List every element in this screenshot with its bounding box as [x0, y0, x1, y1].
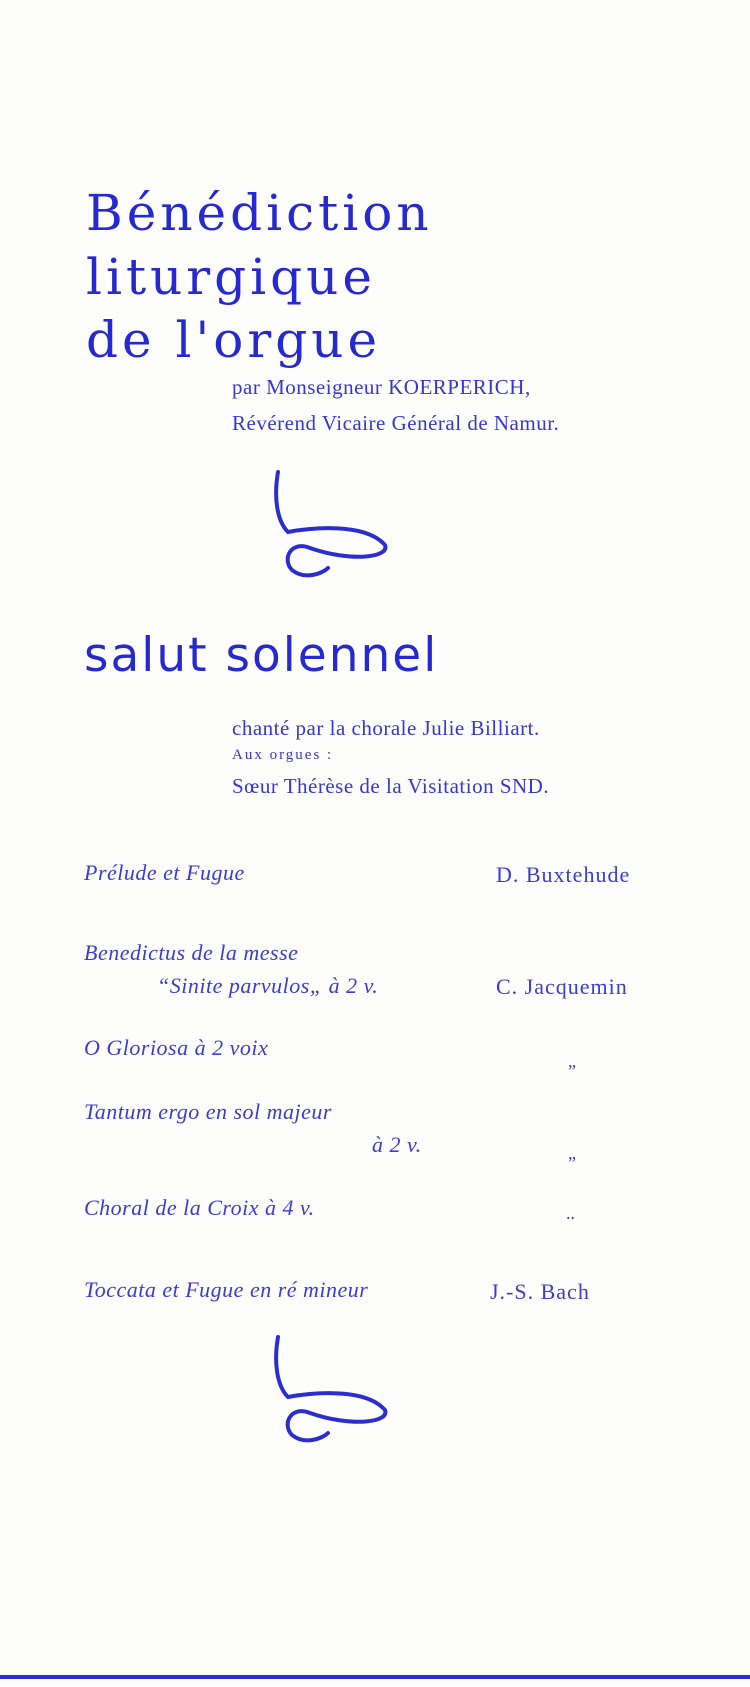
program-work: O Gloriosa à 2 voix — [84, 1035, 269, 1060]
title-line-1: Bénédiction — [86, 184, 433, 242]
program-composer: J.-S. Bach — [490, 1279, 590, 1304]
program-composer: D. Buxtehude — [496, 862, 631, 887]
ditto-mark: .. — [566, 1203, 575, 1223]
ditto-mark: „ — [568, 1051, 576, 1071]
program-work: Toccata et Fugue en ré mineur — [84, 1277, 369, 1302]
program-work-detail: à 2 v. — [372, 1132, 422, 1157]
organist: Sœur Thérèse de la Visitation SND. — [232, 774, 550, 798]
bottom-rule — [0, 1675, 750, 1679]
title-line-2: liturgique — [86, 248, 376, 306]
flourish-ornament — [270, 1335, 400, 1465]
blessing-role: Révérend Vicaire Général de Namur. — [232, 411, 560, 435]
program-work-detail: “Sinite parvulos„ à 2 v. — [157, 973, 379, 998]
program-work: Benedictus de la messe — [84, 940, 299, 965]
salut-title: salut solennel — [84, 628, 439, 683]
program-work: Prélude et Fugue — [84, 860, 245, 885]
title-line-3: de l'orgue — [86, 311, 382, 369]
program-composer: C. Jacquemin — [496, 974, 628, 999]
program-work: Tantum ergo en sol majeur — [84, 1099, 332, 1124]
program-work: Choral de la Croix à 4 v. — [84, 1195, 315, 1220]
ditto-mark: „ — [568, 1143, 576, 1163]
flourish-ornament — [270, 470, 400, 600]
blessing-by: par Monseigneur KOERPERICH, — [232, 375, 531, 399]
organ-label: Aux orgues : — [232, 747, 334, 763]
sung-by: chanté par la chorale Julie Billiart. — [232, 716, 540, 740]
